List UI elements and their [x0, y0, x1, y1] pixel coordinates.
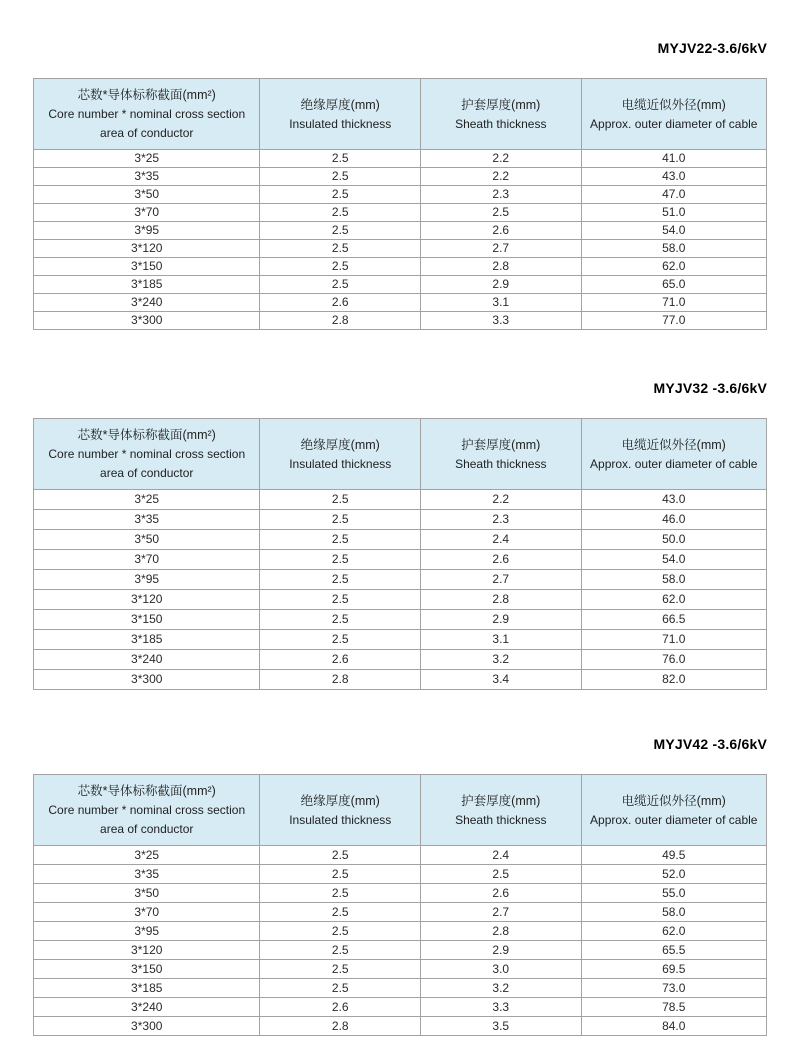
table-row [34, 204, 767, 222]
table-row [34, 276, 767, 294]
header-sheath-en: Sheath thickness [455, 812, 547, 827]
table-cell: 3.3 [421, 998, 582, 1017]
table-cell: 3*150 [34, 960, 260, 979]
header-diameter-zh: 电缆近似外径(mm) [621, 97, 726, 112]
table-title-myjv22: MYJV22-3.6/6kV [657, 40, 767, 56]
table-cell: 2.5 [260, 222, 421, 240]
table-row [34, 998, 767, 1017]
header-cell-cross-section [34, 775, 260, 846]
table-cell: 2.5 [260, 258, 421, 276]
table-row [34, 240, 767, 258]
table-cell: 50.0 [581, 530, 766, 550]
table-row [34, 510, 767, 530]
table-cell: 3*95 [34, 570, 260, 590]
header-cross-section-en2: area of conductor [100, 466, 194, 480]
table-cell: 65.5 [581, 941, 766, 960]
table-row [34, 630, 767, 650]
table-cell: 65.0 [581, 276, 766, 294]
table-cell: 77.0 [581, 312, 766, 330]
table-cell: 2.6 [421, 884, 582, 903]
table-cell: 2.8 [421, 258, 582, 276]
table-body-myjv42 [34, 846, 767, 1036]
table-cell: 2.5 [260, 979, 421, 998]
table-cell: 3.0 [421, 960, 582, 979]
table-cell: 49.5 [581, 846, 766, 865]
table-cell: 41.0 [581, 150, 766, 168]
table-cell: 2.5 [260, 276, 421, 294]
table-row [34, 941, 767, 960]
table-body-myjv32 [34, 490, 767, 690]
table-cell: 82.0 [581, 670, 766, 690]
header-insulated-en: Insulated thickness [289, 116, 392, 131]
table-cell: 2.7 [421, 240, 582, 258]
table-cell: 3*35 [34, 168, 260, 186]
table-cell: 3*240 [34, 998, 260, 1017]
table-cell: 2.5 [260, 941, 421, 960]
table-cell: 2.4 [421, 530, 582, 550]
table-cell: 3*120 [34, 590, 260, 610]
table-cell: 3*185 [34, 276, 260, 294]
header-cell-insulated-thickness [260, 79, 421, 150]
table-row [34, 846, 767, 865]
table-cell: 76.0 [581, 650, 766, 670]
cable-spec-table-myjv42 [33, 774, 767, 1036]
table-row [34, 222, 767, 240]
table-cell: 62.0 [581, 590, 766, 610]
header-row [34, 79, 767, 150]
table-cell: 43.0 [581, 490, 766, 510]
table-cell: 2.3 [421, 186, 582, 204]
table-cell: 2.2 [421, 490, 582, 510]
table-cell: 3*150 [34, 258, 260, 276]
table-cell: 2.5 [260, 530, 421, 550]
table-row [34, 1017, 767, 1036]
table-cell: 2.4 [421, 846, 582, 865]
table-cell: 3*70 [34, 550, 260, 570]
table-cell: 3.1 [421, 294, 582, 312]
header-insulated-zh: 绝缘厚度(mm) [300, 437, 380, 452]
table-cell: 73.0 [581, 979, 766, 998]
table-cell: 3.1 [421, 630, 582, 650]
table-cell: 58.0 [581, 903, 766, 922]
table-cell: 84.0 [581, 1017, 766, 1036]
table-cell: 2.8 [421, 590, 582, 610]
table-cell: 2.5 [260, 903, 421, 922]
header-cross-section-en1: Core number * nominal cross section [48, 803, 246, 817]
table-cell: 2.5 [260, 510, 421, 530]
header-sheath-zh: 护套厚度(mm) [461, 793, 541, 808]
table-row [34, 570, 767, 590]
table-cell: 2.5 [260, 960, 421, 979]
table-cell: 3*240 [34, 650, 260, 670]
table-row [34, 903, 767, 922]
table-cell: 3.5 [421, 1017, 582, 1036]
header-cell-outer-diameter [581, 775, 766, 846]
table-row [34, 922, 767, 941]
table-cell: 2.5 [260, 570, 421, 590]
table-cell: 55.0 [581, 884, 766, 903]
table-row [34, 650, 767, 670]
table-cell: 3*35 [34, 510, 260, 530]
header-cell-sheath-thickness [421, 775, 582, 846]
table-cell: 2.5 [260, 610, 421, 630]
table-cell: 2.5 [260, 590, 421, 610]
table-cell: 2.5 [260, 630, 421, 650]
table-cell: 58.0 [581, 240, 766, 258]
header-cell-outer-diameter [581, 79, 766, 150]
table-cell: 71.0 [581, 630, 766, 650]
table-row [34, 610, 767, 630]
header-cell-sheath-thickness [421, 79, 582, 150]
table-cell: 2.5 [260, 204, 421, 222]
table-row [34, 186, 767, 204]
table-cell: 71.0 [581, 294, 766, 312]
table-cell: 3.4 [421, 670, 582, 690]
table-row [34, 960, 767, 979]
table-cell: 3*25 [34, 846, 260, 865]
header-cell-sheath-thickness [421, 419, 582, 490]
table-row [34, 590, 767, 610]
table-cell: 2.5 [260, 846, 421, 865]
table-cell: 3*240 [34, 294, 260, 312]
header-cross-section-en1: Core number * nominal cross section [48, 447, 246, 461]
table-cell: 2.5 [421, 204, 582, 222]
table-cell: 2.9 [421, 610, 582, 630]
table-section-myjv42 [33, 690, 767, 1036]
table-cell: 62.0 [581, 922, 766, 941]
table-row [34, 168, 767, 186]
table-cell: 3*120 [34, 240, 260, 258]
table-cell: 2.5 [260, 490, 421, 510]
table-cell: 2.5 [260, 186, 421, 204]
table-cell: 2.3 [421, 510, 582, 530]
table-cell: 3*35 [34, 865, 260, 884]
table-cell: 2.9 [421, 276, 582, 294]
header-sheath-zh: 护套厚度(mm) [461, 437, 541, 452]
cable-spec-table-myjv32 [33, 418, 767, 690]
header-insulated-en: Insulated thickness [289, 812, 392, 827]
table-row [34, 258, 767, 276]
header-cell-cross-section [34, 79, 260, 150]
table-cell: 52.0 [581, 865, 766, 884]
table-cell: 3*50 [34, 530, 260, 550]
table-cell: 54.0 [581, 222, 766, 240]
table-cell: 2.6 [260, 650, 421, 670]
header-cross-section-en2: area of conductor [100, 822, 194, 836]
table-cell: 2.2 [421, 168, 582, 186]
table-row [34, 312, 767, 330]
table-cell: 2.8 [260, 1017, 421, 1036]
header-cell-cross-section [34, 419, 260, 490]
table-cell: 2.5 [260, 240, 421, 258]
table-cell: 3*300 [34, 1017, 260, 1036]
table-cell: 3*300 [34, 670, 260, 690]
table-row [34, 670, 767, 690]
table-row [34, 884, 767, 903]
header-sheath-zh: 护套厚度(mm) [461, 97, 541, 112]
header-cross-section-zh: 芯数*导体标称截面(mm²) [77, 428, 216, 442]
table-cell: 69.5 [581, 960, 766, 979]
table-cell: 3*50 [34, 186, 260, 204]
table-section-myjv32 [33, 330, 767, 690]
header-cross-section-zh: 芯数*导体标称截面(mm²) [77, 88, 216, 102]
header-insulated-zh: 绝缘厚度(mm) [300, 793, 380, 808]
header-row [34, 775, 767, 846]
table-cell: 2.8 [260, 312, 421, 330]
table-cell: 2.5 [260, 150, 421, 168]
header-insulated-en: Insulated thickness [289, 456, 392, 471]
header-cell-outer-diameter [581, 419, 766, 490]
table-cell: 2.8 [260, 670, 421, 690]
table-row [34, 150, 767, 168]
table-cell: 2.5 [260, 168, 421, 186]
table-cell: 3.2 [421, 979, 582, 998]
table-title-myjv32: MYJV32 -3.6/6kV [653, 380, 767, 396]
table-cell: 3*95 [34, 922, 260, 941]
cable-spec-table-myjv22 [33, 78, 767, 330]
table-cell: 2.6 [260, 294, 421, 312]
table-cell: 3*185 [34, 979, 260, 998]
table-cell: 2.6 [260, 998, 421, 1017]
table-row [34, 530, 767, 550]
header-sheath-en: Sheath thickness [455, 456, 547, 471]
table-cell: 2.5 [260, 550, 421, 570]
header-diameter-zh: 电缆近似外径(mm) [621, 793, 726, 808]
header-diameter-en: Approx. outer diameter of cable [590, 116, 758, 131]
table-cell: 78.5 [581, 998, 766, 1017]
table-cell: 3.3 [421, 312, 582, 330]
table-cell: 46.0 [581, 510, 766, 530]
table-cell: 3*25 [34, 490, 260, 510]
table-cell: 3*70 [34, 204, 260, 222]
table-cell: 3*25 [34, 150, 260, 168]
table-cell: 2.6 [421, 222, 582, 240]
table-cell: 3*300 [34, 312, 260, 330]
table-row [34, 865, 767, 884]
table-cell: 2.6 [421, 550, 582, 570]
header-diameter-en: Approx. outer diameter of cable [590, 812, 758, 827]
header-cell-insulated-thickness [260, 775, 421, 846]
table-cell: 54.0 [581, 550, 766, 570]
table-cell: 43.0 [581, 168, 766, 186]
table-cell: 3*120 [34, 941, 260, 960]
header-cross-section-zh: 芯数*导体标称截面(mm²) [77, 784, 216, 798]
table-row [34, 550, 767, 570]
table-row [34, 979, 767, 998]
table-row [34, 490, 767, 510]
table-cell: 2.5 [260, 922, 421, 941]
table-cell: 58.0 [581, 570, 766, 590]
table-cell: 2.9 [421, 941, 582, 960]
table-cell: 3*95 [34, 222, 260, 240]
table-section-myjv22 [33, 0, 767, 330]
header-sheath-en: Sheath thickness [455, 116, 547, 131]
table-cell: 3.2 [421, 650, 582, 670]
table-title-myjv42: MYJV42 -3.6/6kV [653, 736, 767, 752]
header-cross-section-en2: area of conductor [100, 126, 194, 140]
header-diameter-en: Approx. outer diameter of cable [590, 456, 758, 471]
header-diameter-zh: 电缆近似外径(mm) [621, 437, 726, 452]
header-insulated-zh: 绝缘厚度(mm) [300, 97, 380, 112]
table-row [34, 294, 767, 312]
table-cell: 2.5 [260, 884, 421, 903]
table-cell: 2.5 [421, 865, 582, 884]
header-row [34, 419, 767, 490]
table-cell: 3*185 [34, 630, 260, 650]
table-cell: 3*50 [34, 884, 260, 903]
table-cell: 2.7 [421, 903, 582, 922]
table-cell: 66.5 [581, 610, 766, 630]
table-cell: 3*150 [34, 610, 260, 630]
table-body-myjv22 [34, 150, 767, 330]
header-cross-section-en1: Core number * nominal cross section [48, 107, 246, 121]
table-cell: 2.8 [421, 922, 582, 941]
table-cell: 47.0 [581, 186, 766, 204]
table-cell: 2.7 [421, 570, 582, 590]
table-cell: 2.5 [260, 865, 421, 884]
table-cell: 62.0 [581, 258, 766, 276]
table-cell: 3*70 [34, 903, 260, 922]
table-cell: 51.0 [581, 204, 766, 222]
table-cell: 2.2 [421, 150, 582, 168]
header-cell-insulated-thickness [260, 419, 421, 490]
